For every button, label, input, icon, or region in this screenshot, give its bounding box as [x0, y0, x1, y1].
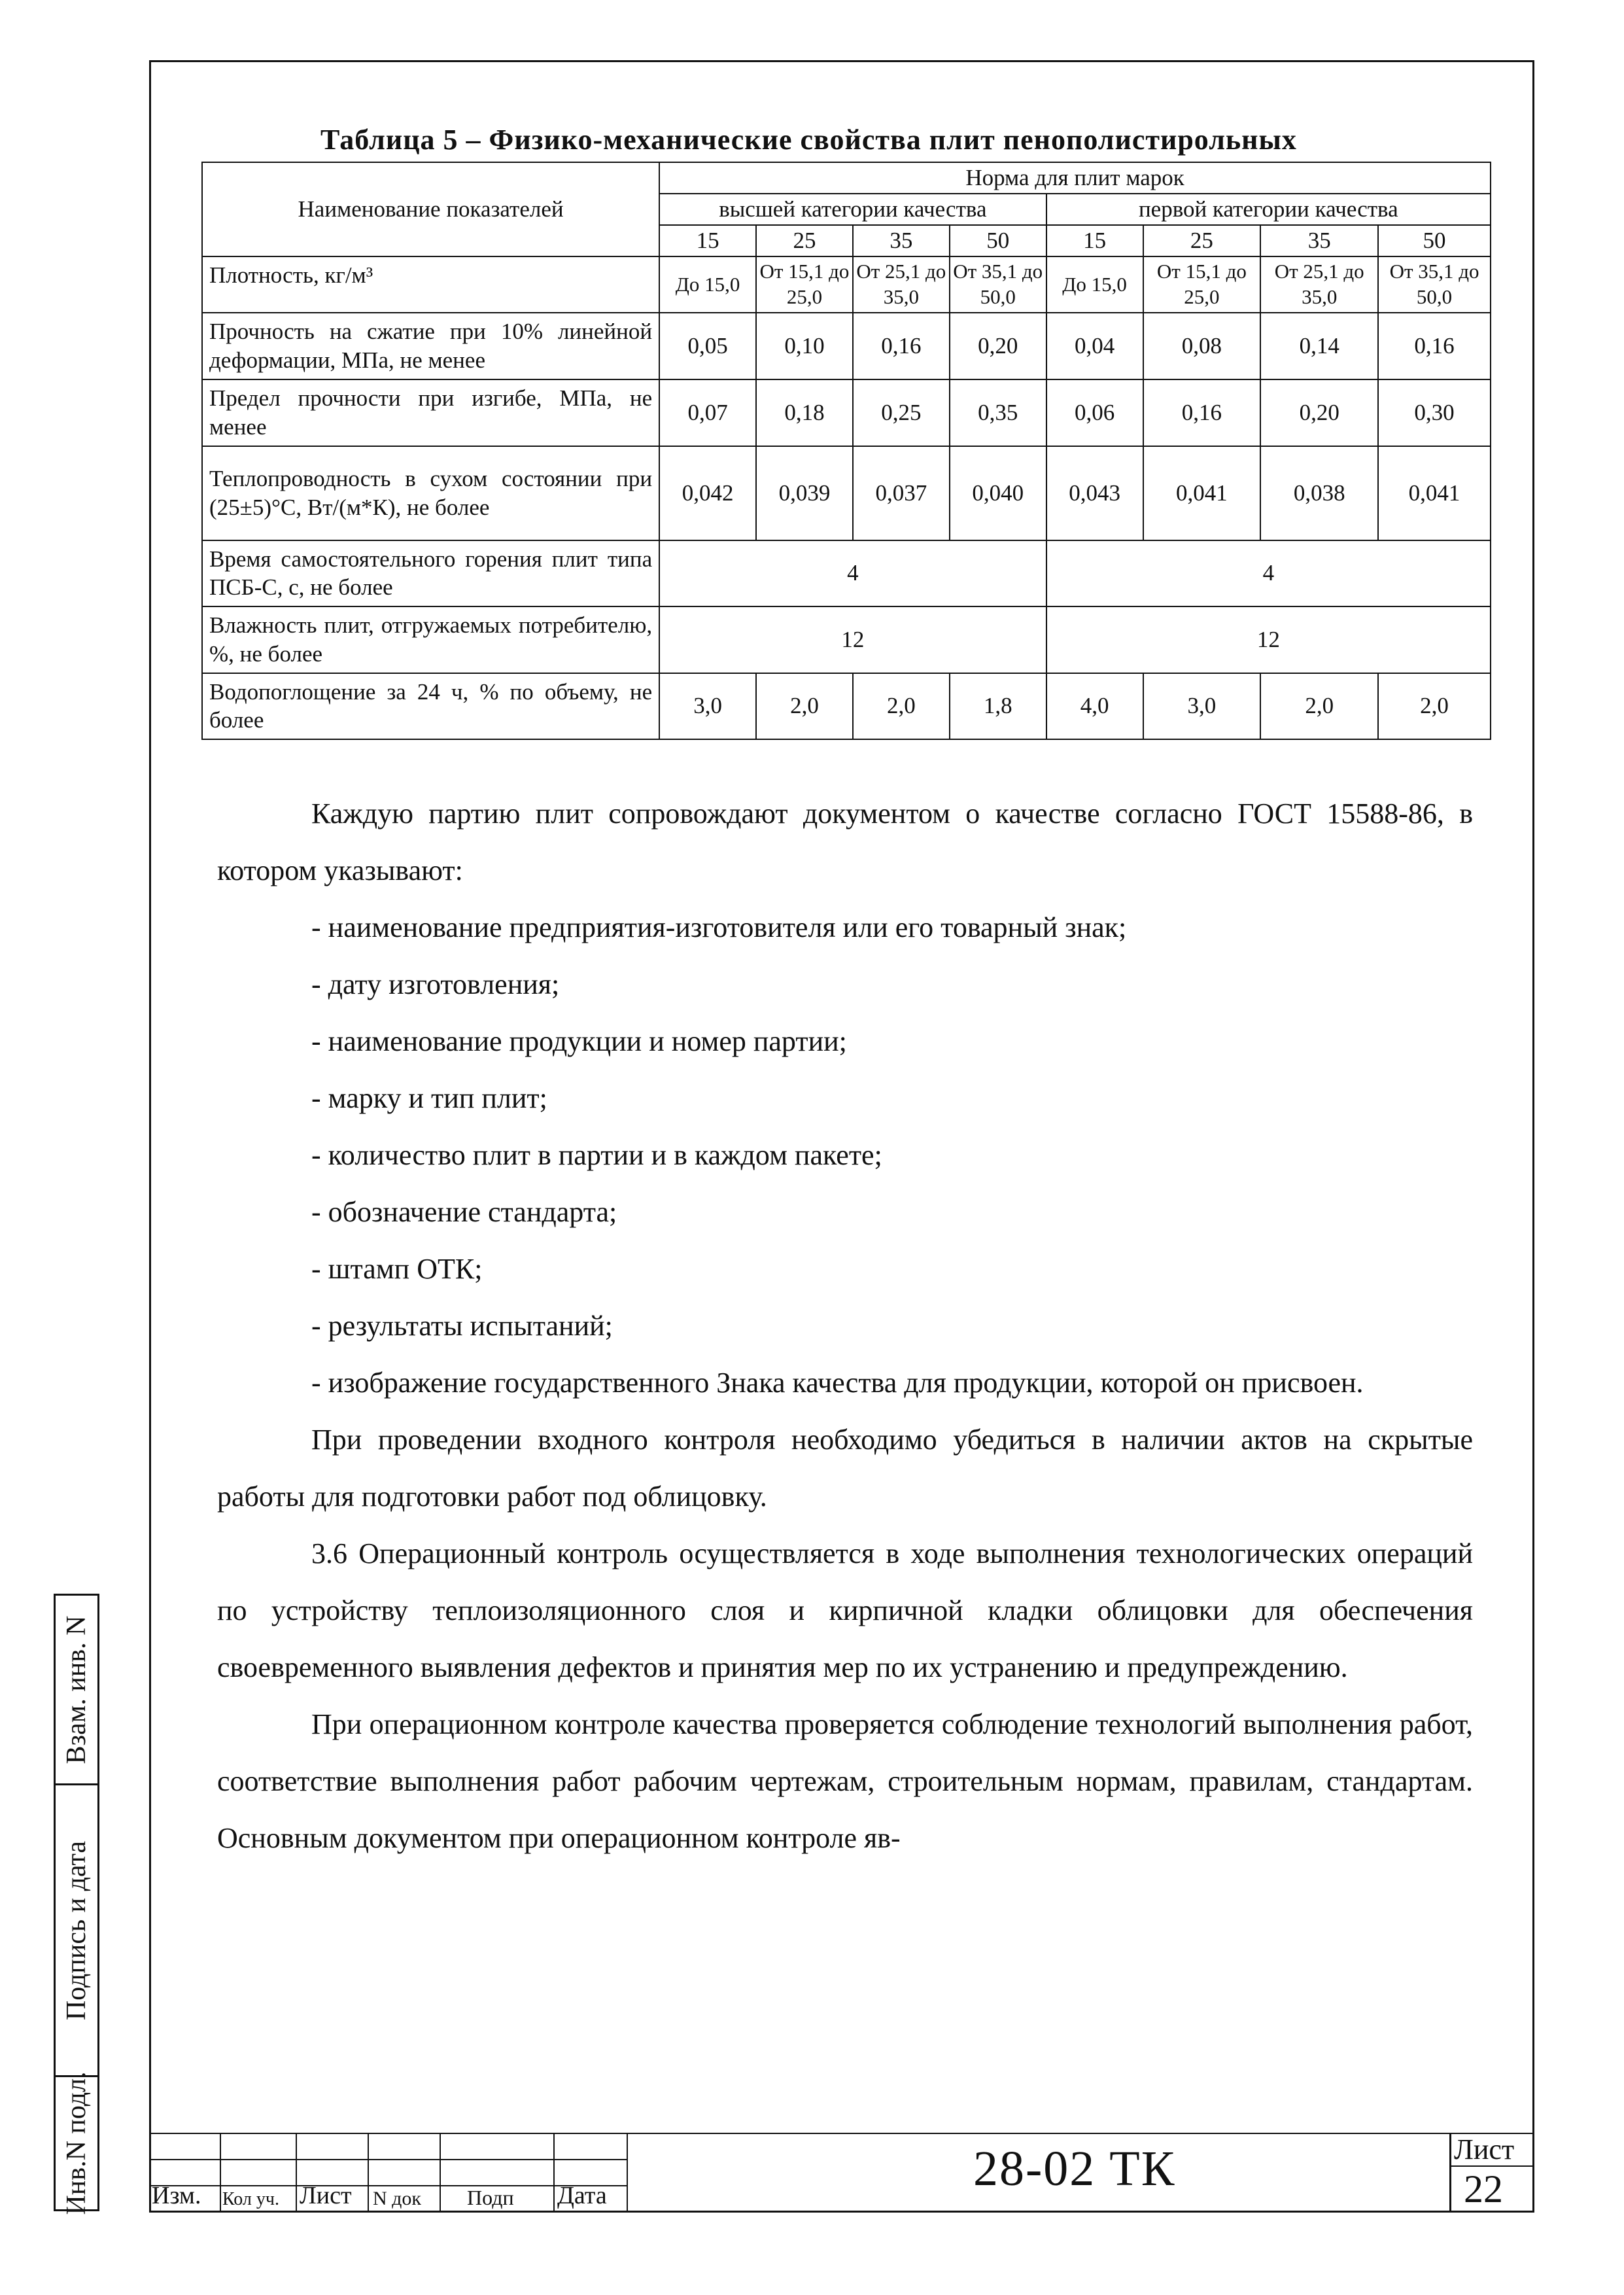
row-label-density: Плотность, кг/м³ — [202, 256, 659, 313]
compress-cell: 0,04 — [1046, 313, 1143, 379]
sheet-label: Лист — [1454, 2133, 1515, 2165]
stamp-col — [149, 2133, 221, 2213]
side-inv-orig — [56, 2071, 97, 2215]
density-cell: От 25,1 до 35,0 — [1260, 256, 1378, 313]
density-cell: До 15,0 — [659, 256, 756, 313]
compress-cell: 0,16 — [853, 313, 950, 379]
burn-cell: 4 — [659, 540, 1046, 607]
table-title: Таблица 5 – Физико-механические свойства плит пенополистирольных — [320, 124, 1297, 156]
stamp-podp: Подп — [467, 2186, 514, 2209]
row-label-burn: Время самостоятельного горения плит типа ПСБ-С, с, не более — [202, 540, 659, 607]
stamp-date: Дата — [557, 2182, 607, 2209]
list-item: - марку и тип плит; — [311, 1082, 547, 1114]
thermal-cell: 0,038 — [1260, 446, 1378, 540]
grade-cell: 50 — [950, 225, 1046, 256]
bend-cell: 0,30 — [1378, 379, 1491, 446]
list-item: - изображение государственного Знака качества для продукции, которой он присвоен. — [311, 1367, 1364, 1399]
compress-cell: 0,14 — [1260, 313, 1378, 379]
stamp-col — [297, 2133, 369, 2213]
bend-cell: 0,07 — [659, 379, 756, 446]
absorb-cell: 3,0 — [1143, 673, 1261, 740]
thermal-cell: 0,041 — [1143, 446, 1261, 540]
list-item: - наименование продукции и номер партии; — [311, 1025, 847, 1057]
paragraph: При проведении входного контроля необходимо убедиться в наличии актов на скрытые работы для подготовки работ под облицовку. — [217, 1424, 1473, 1513]
bend-cell: 0,16 — [1143, 379, 1261, 446]
list-item: - наименование предприятия-изготовителя или его товарный знак; — [311, 911, 1127, 943]
body-text — [217, 785, 1473, 1866]
compress-cell: 0,16 — [1378, 313, 1491, 379]
density-cell: От 25,1 до 35,0 — [853, 256, 950, 313]
list-item: - результаты испытаний; — [311, 1310, 613, 1342]
grade-cell: 15 — [659, 225, 756, 256]
thermal-cell: 0,043 — [1046, 446, 1143, 540]
row-label-humidity: Влажность плит, отгружаемых потребителю, %, не более — [202, 606, 659, 673]
list-item: - количество плит в партии и в каждом пакете; — [311, 1139, 882, 1171]
grade-cell: 25 — [1143, 225, 1261, 256]
side-sign-date — [56, 1785, 97, 2077]
row-label-compress: Прочность на сжатие при 10% линейной деформации, МПа, не менее — [202, 313, 659, 379]
stamp-kol: Кол уч. — [222, 2189, 279, 2209]
stamp-list: Лист — [300, 2182, 352, 2209]
paragraph: 3.6 Операционный контроль осуществляется в ходе выполнения технологических операций по устройству теплоизоляционного слоя и кирпичной кладки облицовки для обеспечения своевременного выявления дефектов и принятия мер по их устранению и предупреждению. — [217, 1537, 1473, 1683]
paragraph: При операционном контроле качества проверяется соблюдение технологий выполнения работ, соответствие выполнения работ рабочим чертежам, строительным нормам, правилам, стандартам. Основным документом при операционном контроле яв- — [217, 1708, 1473, 1854]
absorb-cell: 3,0 — [659, 673, 756, 740]
bend-cell: 0,18 — [756, 379, 853, 446]
stamp-col — [221, 2133, 297, 2213]
absorb-cell: 2,0 — [1260, 673, 1378, 740]
grade-cell: 35 — [1260, 225, 1378, 256]
absorb-cell: 4,0 — [1046, 673, 1143, 740]
grade-cell: 50 — [1378, 225, 1491, 256]
humidity-cell: 12 — [659, 606, 1046, 673]
stamp-col — [1449, 2133, 1451, 2213]
thermal-cell: 0,040 — [950, 446, 1046, 540]
thermal-cell: 0,037 — [853, 446, 950, 540]
stamp-izm: Изм. — [152, 2182, 201, 2209]
side-inv-replace — [56, 1596, 97, 1785]
properties-table — [201, 162, 1491, 740]
row-label-thermal: Теплопроводность в сухом состоянии при (25±5)°С, Вт/(м*К), не более — [202, 446, 659, 540]
absorb-cell: 1,8 — [950, 673, 1046, 740]
stamp-col — [441, 2133, 555, 2213]
paragraph: Каждую партию плит сопровождают документом о качестве согласно ГОСТ 15588-86, в котором указывают: — [217, 797, 1473, 886]
absorb-cell: 2,0 — [756, 673, 853, 740]
side-inv-replace-label: Взам. инв. N — [61, 1615, 92, 1764]
thermal-cell: 0,041 — [1378, 446, 1491, 540]
compress-cell: 0,05 — [659, 313, 756, 379]
header-cat-high: высшей категории качества — [659, 194, 1046, 225]
thermal-cell: 0,039 — [756, 446, 853, 540]
compress-cell: 0,10 — [756, 313, 853, 379]
density-cell: От 35,1 до 50,0 — [950, 256, 1046, 313]
bend-cell: 0,20 — [1260, 379, 1378, 446]
absorb-cell: 2,0 — [1378, 673, 1491, 740]
side-sign-date-label: Подпись и дата — [61, 1840, 92, 2020]
density-cell: До 15,0 — [1046, 256, 1143, 313]
row-label-absorb: Водопоглощение за 24 ч, % по объему, не более — [202, 673, 659, 740]
document-code: 28-02 ТК — [973, 2141, 1176, 2196]
grade-cell: 35 — [853, 225, 950, 256]
grade-cell: 15 — [1046, 225, 1143, 256]
header-cat-first: первой категории качества — [1046, 194, 1491, 225]
header-name: Наименование показателей — [202, 162, 659, 256]
burn-cell: 4 — [1046, 540, 1491, 607]
grade-cell: 25 — [756, 225, 853, 256]
bend-cell: 0,35 — [950, 379, 1046, 446]
row-label-bend: Предел прочности при изгибе, МПа, не менее — [202, 379, 659, 446]
density-cell: От 15,1 до 25,0 — [1143, 256, 1261, 313]
thermal-cell: 0,042 — [659, 446, 756, 540]
list-item: - штамп ОТК; — [311, 1253, 483, 1285]
sheet-number: 22 — [1464, 2167, 1503, 2211]
bend-cell: 0,25 — [853, 379, 950, 446]
header-norm: Норма для плит марок — [659, 162, 1491, 194]
density-cell: От 15,1 до 25,0 — [756, 256, 853, 313]
stamp-ndok: N док — [373, 2188, 422, 2209]
compress-cell: 0,20 — [950, 313, 1046, 379]
list-item: - дату изготовления; — [311, 968, 560, 1000]
density-cell: От 35,1 до 50,0 — [1378, 256, 1491, 313]
compress-cell: 0,08 — [1143, 313, 1261, 379]
absorb-cell: 2,0 — [853, 673, 950, 740]
stamp-col — [555, 2133, 628, 2213]
side-stamp-strip — [54, 1594, 99, 2215]
stamp-col — [369, 2133, 441, 2213]
humidity-cell: 12 — [1046, 606, 1491, 673]
side-inv-orig-label: Инв.N подл. — [61, 2071, 92, 2215]
title-block — [149, 2133, 1534, 2213]
list-item: - обозначение стандарта; — [311, 1196, 617, 1228]
bend-cell: 0,06 — [1046, 379, 1143, 446]
